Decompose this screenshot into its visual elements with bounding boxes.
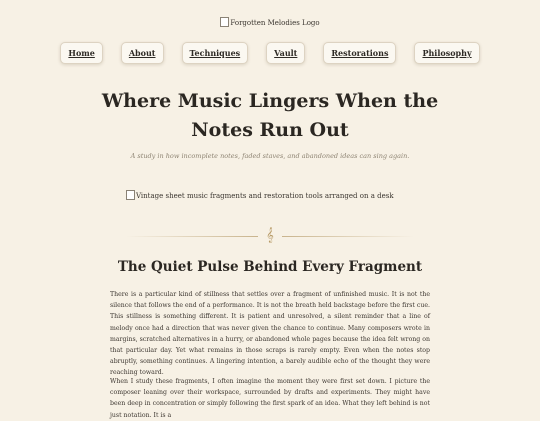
hero-image-alt-text: Vintage sheet music fragments and restoration tools arranged on a desk xyxy=(136,192,394,200)
main-nav xyxy=(0,42,540,64)
site-logo[interactable] xyxy=(0,17,540,27)
body-paragraph: When I study these fragments, I often imagine the moment they were first set down. I picture the composer leaning over their workspace, surrounded by drafts and experiments. They might have been deep in concentration or simply following the first spark of an idea. What they left behind is not just notation. It is a xyxy=(110,378,430,419)
logo-alt-text: Forgotten Melodies Logo xyxy=(230,19,320,27)
nav-about-link[interactable]: About xyxy=(121,42,164,64)
divider-line-left xyxy=(126,236,258,237)
nav-techniques-link[interactable]: Techniques xyxy=(182,42,249,64)
nav-restorations-link[interactable]: Restorations xyxy=(323,42,396,64)
divider-line-right xyxy=(282,236,414,237)
broken-image-icon xyxy=(126,190,135,200)
section-heading: The Quiet Pulse Behind Every Fragment xyxy=(117,259,423,275)
hero-image xyxy=(126,190,394,200)
nav-home-link[interactable]: Home xyxy=(60,42,102,64)
nav-philosophy-link[interactable]: Philosophy xyxy=(414,42,479,64)
body-paragraph: There is a particular kind of stillness that settles over a fragment of unfinished music. It is not the silence that follows the end of a performance. It is not the breath held backstage before the first cue. This stillness is something different. It is patient and unresolved, a silent reminder that a line of melody once had a direction that was never given the chance to continue. Many composers wrote in margins, scratched alternatives in a hurry, or abandoned whole pages because the idea felt wrong on that particular day. Yet what remains in those scraps is rarely empty. Even when the notes stop abruptly, something continues. A lingering intention, a barely audible echo of the thought they were reaching toward. xyxy=(110,291,430,377)
nav-vault-link[interactable]: Vault xyxy=(266,42,305,64)
treble-clef-icon: 𝄞 xyxy=(266,228,274,243)
broken-image-icon xyxy=(220,17,229,27)
page-subtitle: A study in how incomplete notes, faded staves, and abandoned ideas can sing again. xyxy=(130,152,410,160)
page-title: Where Music Lingers When the Notes Run Out xyxy=(101,90,439,141)
section-divider xyxy=(126,228,414,244)
